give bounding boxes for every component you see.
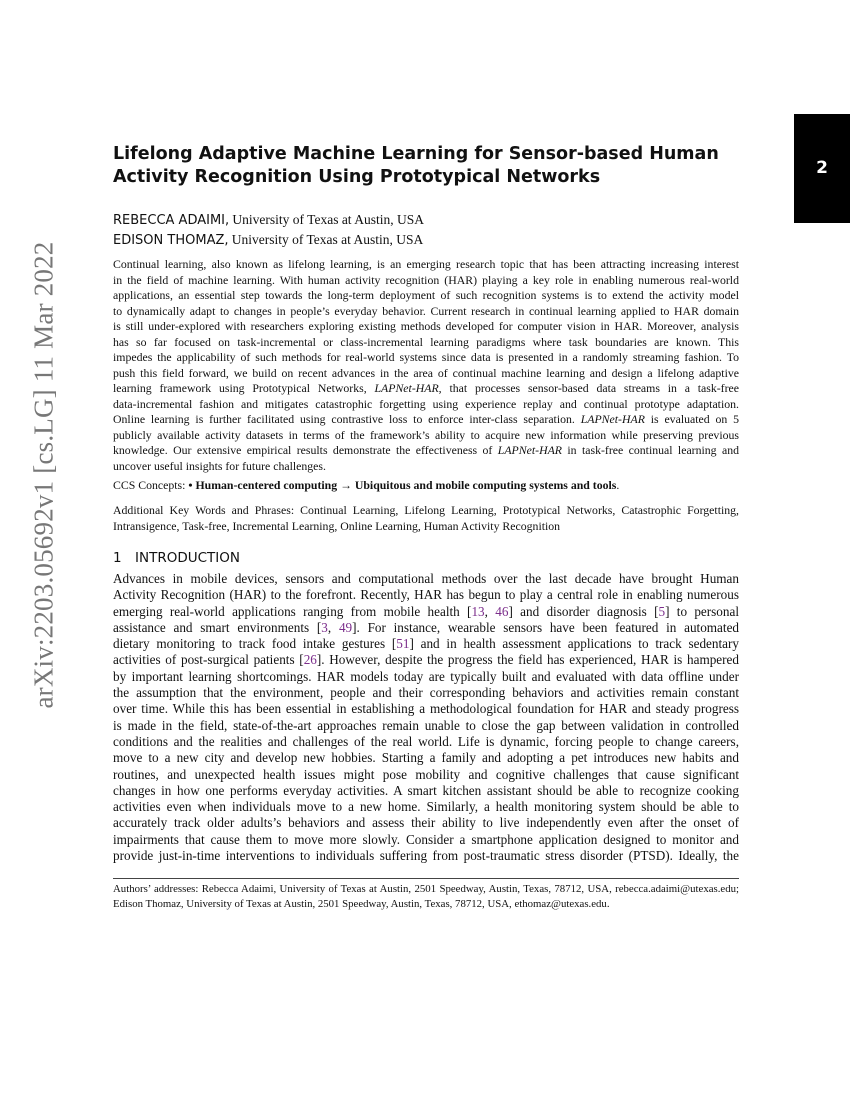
abstract-line: publicly available activity datasets in terms of the framework’s ability to acquire new information while preserving previous xyxy=(113,427,739,442)
body-text: ] and in health assessment applications to track sedentary xyxy=(409,636,739,652)
body-line: over time. While this has been essential in establishing a methodological foundation for HAR and steady progress xyxy=(113,701,739,717)
body-line: accurately track older adults’s behaviors and assess their ability to live independently even after the onset of xyxy=(113,815,739,831)
introduction-body xyxy=(113,571,739,864)
body-line: is made in the field, state-of-the-art approaches remain unable to close the gap between validation in controlled xyxy=(113,717,739,733)
abstract-line xyxy=(113,443,739,459)
footnote-line: Authors’ addresses: Rebecca Adaimi, University of Texas at Austin, 2501 Speedway, Austin, Texas, 78712, USA, rebecca.adaimi@utexas.edu; xyxy=(113,883,739,895)
body-line: Activity Recognition (HAR) to the forefront. Recently, HAR has begun to play a central role in enabling numerous xyxy=(113,587,739,603)
section-heading xyxy=(113,550,240,566)
body-line: conditions and the realities and challenges of the real world. Life is dynamic, forcing people to change careers, xyxy=(113,733,739,749)
paper-title xyxy=(113,143,773,189)
citation-link[interactable]: 51 xyxy=(396,636,410,652)
body-text: assistance and smart environments [ xyxy=(113,619,322,635)
footnote-line: Edison Thomaz, University of Texas at Austin, 2501 Speedway, Austin, Texas, 78712, USA, ethomaz@utexas.edu. xyxy=(113,897,610,910)
abstract-line: Continual learning, also known as lifelong learning, is an emerging research topic that has been attracting increasing interest xyxy=(113,257,739,271)
keywords xyxy=(113,503,739,534)
abstract-line: data-incremental fashion and mitigates catastrophic forgetting using experience replay and continual prototype adaptation. xyxy=(113,396,739,411)
body-text: ] and disorder diagnosis [ xyxy=(508,603,659,619)
body-line xyxy=(113,652,739,668)
body-text: activities of post-surgical patients [ xyxy=(113,652,304,668)
body-line: Advances in mobile devices, sensors and computational methods over the last decade have brought Human xyxy=(113,571,739,586)
body-line: impairments that cause them to move more slowly. Consider a smartphone application designed to monitor and xyxy=(113,831,739,847)
abstract-text: learning framework using Prototypical Networks, xyxy=(113,381,367,395)
abstract-text: in task-free continual learning and xyxy=(567,443,740,457)
author-affiliation: University of Texas at Austin, USA xyxy=(231,232,424,247)
body-line: routines, and unexpected health issues might pose mobility and cognitive challenges that cause significant xyxy=(113,766,739,782)
body-line xyxy=(113,620,739,636)
body-line: by important learning shortcomings. HAR models today are typically built and evaluated with data offline under xyxy=(113,668,739,684)
body-line: changes in how one performs everyday activities. A smart kitchen assistant should be able to recognize cooking xyxy=(113,782,739,798)
ccs-line xyxy=(113,478,739,494)
abstract-text: knowledge. Our extensive empirical results demonstrate the effectiveness of xyxy=(113,443,493,457)
keywords-line: Intransigence, Task-free, Incremental Learning, Online Learning, Human Activity Recognition xyxy=(113,518,561,533)
footnote-divider xyxy=(113,878,739,879)
body-line xyxy=(113,604,739,620)
method-name: LAPNet-HAR, xyxy=(374,381,442,395)
body-text: , xyxy=(484,603,496,619)
body-text: ]. For instance, wearable sensors have been featured in automated xyxy=(352,619,740,635)
abstract-line: uncover useful insights for future challenges. xyxy=(113,458,326,473)
author-entry xyxy=(113,230,424,250)
citation-link[interactable]: 49 xyxy=(338,619,353,635)
section-title: INTRODUCTION xyxy=(135,550,240,566)
method-name: LAPNet-HAR xyxy=(497,443,562,457)
author-entry xyxy=(113,210,424,230)
abstract-text: that processes sensor-based data streams in a task-free xyxy=(449,381,740,395)
citation-link[interactable]: 3 xyxy=(321,619,328,635)
keywords-line: Additional Key Words and Phrases: Continual Learning, Lifelong Learning, Prototypical Networks, Catastrophic Forgetting, xyxy=(113,503,739,517)
authors-addresses-footnote xyxy=(113,882,739,911)
abstract-text: is evaluated on 5 xyxy=(650,412,739,426)
page-number: 2 xyxy=(816,158,828,178)
abstract-line: push this field forward, we build on recent advances in the area of continual machine learning and design a lifelong adaptive xyxy=(113,365,739,380)
ccs-concepts xyxy=(113,478,739,494)
abstract-line: to dynamically adapt to changes in people’s everyday behavior. Current research in continual learning applied to HAR domain xyxy=(113,303,739,318)
body-line: the assumption that the environment, people and their corresponding behaviors and activities remain constant xyxy=(113,685,739,701)
section-number: 1 xyxy=(113,550,122,566)
method-name: LAPNet-HAR xyxy=(580,412,645,426)
body-line: activities even when individuals move to a new home. Similarly, a health monitoring system should be able to xyxy=(113,799,739,815)
citation-link[interactable]: 13 xyxy=(471,603,485,619)
author-affiliation: University of Texas at Austin, USA xyxy=(232,212,424,227)
title-line-2: Activity Recognition Using Prototypical Networks xyxy=(113,167,601,187)
body-text: , xyxy=(327,619,339,635)
body-text: dietary monitoring to track food intake gestures [ xyxy=(113,636,397,652)
body-text: ]. However, despite the progress the field has experienced, HAR is hampered xyxy=(316,652,739,668)
title-line-1: Lifelong Adaptive Machine Learning for Sensor-based Human xyxy=(113,144,719,164)
abstract-text: Online learning is further facilitated using contrastive loss to enforce inter-class separation. xyxy=(113,412,575,426)
author-name: REBECCA ADAIMI, xyxy=(113,213,230,228)
author-list xyxy=(113,210,424,250)
abstract-line: has so far focused on task-incremental or class-incremental learning paradigms where task boundaries are known. This xyxy=(113,334,739,349)
citation-link[interactable]: 46 xyxy=(495,603,509,619)
abstract-line: in the field of machine learning. With human activity recognition (HAR) playing a key role in enabling numerous real-world xyxy=(113,272,739,287)
body-text: ] to personal xyxy=(665,603,740,619)
body-line: provide just-in-time interventions to individuals suffering from post-traumatic stress disorder (PTSD). Ideally, the xyxy=(113,848,739,864)
abstract-line: impedes the applicability of such methods for real-world systems since data is presented in a randomly streaming fashion. To xyxy=(113,350,739,364)
abstract-line xyxy=(113,381,739,397)
abstract-line: is still under-explored with researchers exploring existing methods developed for computer vision in HAR. Moreover, analysis xyxy=(113,319,739,333)
abstract-line xyxy=(113,412,739,428)
citation-link[interactable]: 26 xyxy=(303,652,317,668)
body-text: emerging real-world applications ranging from mobile health [ xyxy=(113,603,472,619)
ccs-end: . xyxy=(616,478,620,492)
page-number-tab xyxy=(794,114,850,223)
body-line xyxy=(113,636,739,652)
citation-link[interactable]: 5 xyxy=(658,603,666,619)
abstract-line: applications, an essential step towards the long-term deployment of such recognition systems is to extend the activity model xyxy=(113,288,739,302)
author-name: EDISON THOMAZ, xyxy=(113,233,229,248)
ccs-label: CCS Concepts: xyxy=(113,478,186,492)
ccs-concept-list: • Human-centered computing → Ubiquitous and mobile computing systems and tools xyxy=(188,478,617,492)
arxiv-identifier: arXiv:2203.05692v1 [cs.LG] 11 Mar 2022 xyxy=(28,241,59,709)
body-line: move to a new city and develop new hobbies. Starting a family and adopting a pet introduces new habits and xyxy=(113,750,739,766)
abstract xyxy=(113,257,739,474)
